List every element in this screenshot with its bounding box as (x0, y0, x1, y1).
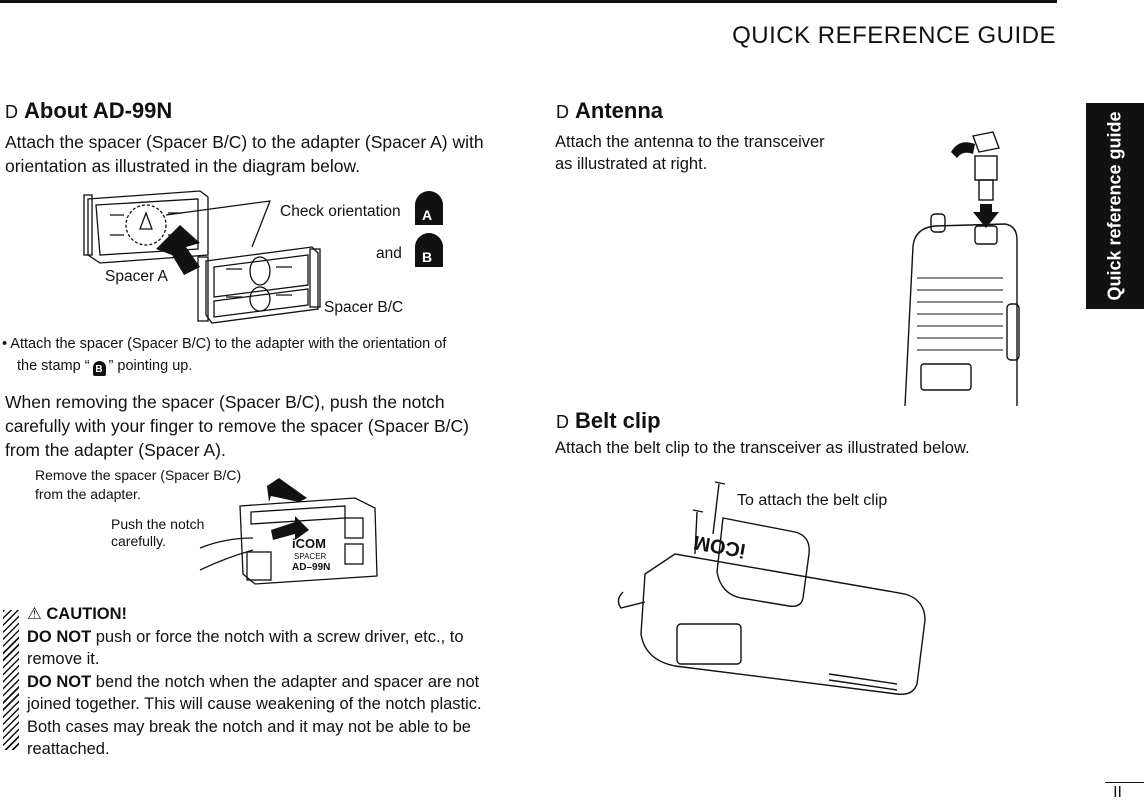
brand-on-spacer: iCOM (292, 536, 326, 551)
note-suffix: ” pointing up. (108, 358, 193, 374)
spacer-diagram (80, 185, 460, 327)
beltclip-text: Attach the belt clip to the transceiver as illustrated below. (555, 439, 970, 457)
stamp-badge-icon: B (93, 361, 106, 376)
check-orientation-label: Check orientation (280, 203, 401, 220)
antenna-text-line1: Attach the antenna to the transceiver (555, 133, 825, 151)
beltclip-illustration (605, 474, 940, 704)
ad99n-note-line1: • Attach the spacer (Spacer B/C) to the adapter with the orientation of (2, 336, 447, 352)
section-marker: D (5, 102, 18, 122)
spacer-word: SPACER (294, 552, 327, 561)
caution-line2: DO NOT bend the notch when the adapter and spacer are not joined together. This will cause weakening of the notch plastic. Both cases may break the notch and it may not be able to be reattached. (27, 672, 482, 758)
model-word: AD–99N (292, 562, 331, 573)
section-title-text: Antenna (575, 98, 663, 123)
caution-line1: DO NOT push or force the notch with a screw driver, etc., to remove it. (27, 627, 464, 668)
and-label: and (376, 245, 402, 262)
side-tab (1086, 103, 1144, 309)
section-marker: D (556, 102, 569, 122)
page-number-rule (1105, 782, 1144, 783)
spacer-removal-diagram (195, 478, 395, 586)
section-title-text: Belt clip (575, 408, 661, 433)
spacer-a-label: Spacer A (105, 268, 168, 285)
page-header: QUICK REFERENCE GUIDE (732, 22, 1056, 49)
page-number: II (1113, 784, 1122, 801)
beltclip-brand: iCOM (691, 530, 748, 562)
caution-box (27, 603, 504, 761)
antenna-radio-illustration (895, 128, 1025, 408)
ad99n-intro: Attach the spacer (Spacer B/C) to the adapter (Spacer A) with orientation as illustrated in the diagram below. (5, 132, 484, 176)
badge-a: A (422, 207, 433, 223)
ad99n-note-line2 (17, 355, 192, 377)
caution-title: ⚠ CAUTION! (27, 605, 128, 623)
antenna-text-line2: as illustrated at right. (555, 155, 708, 173)
beltclip-label: To attach the belt clip (737, 492, 888, 509)
remove-label-line1: Remove the spacer (Spacer B/C) (35, 467, 242, 483)
ad99n-removal-text: When removing the spacer (Spacer B/C), push the notch carefully with your finger to remove the spacer (Spacer B/C) from the adapter (Spacer A). (5, 392, 469, 460)
push-label-line2: carefully. (111, 533, 166, 549)
push-label-line1: Push the notch (111, 516, 205, 532)
remove-label-line2: from the adapter. (35, 486, 141, 502)
section-title-antenna (556, 98, 663, 124)
section-title-ad99n (5, 98, 172, 124)
warning-icon: ⚠ (27, 605, 47, 623)
spacer-bc-label: Spacer B/C (324, 299, 404, 316)
section-marker: D (556, 412, 569, 432)
section-title-text: About AD-99N (24, 98, 173, 123)
side-tab-label: Quick reference guide (1104, 111, 1125, 301)
section-title-beltclip (556, 408, 661, 434)
note-prefix: the stamp “ (17, 358, 90, 374)
badge-b: B (422, 249, 433, 265)
top-rule (0, 0, 1057, 3)
caution-hatch-bar (3, 610, 19, 750)
